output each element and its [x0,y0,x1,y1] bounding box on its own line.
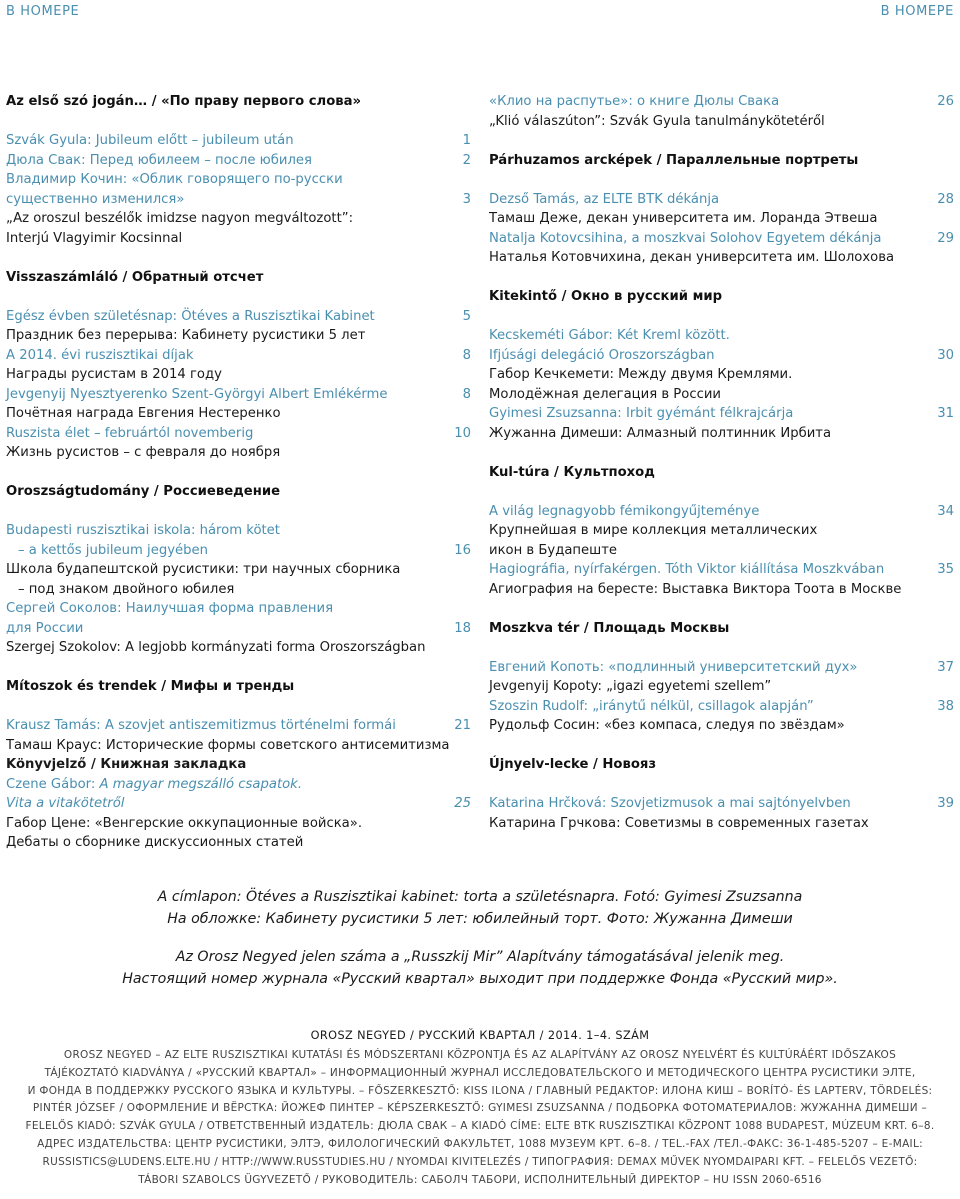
page-number: 18 [454,620,471,636]
page-number: 1 [462,133,471,148]
toc-entry [489,112,954,132]
toc-entry [489,794,954,814]
toc-entry [6,209,471,229]
imprint-line: TÁJÉKOZTATÓ KIADVÁNYA / «РУССКИЙ КВАРТАЛ» – ИНФОРМАЦИОННЫЙ ЖУРНАЛ ИССЛЕДОВАТЕЛЬСКОГО И МЕТОДИЧЕСКОГО ЦЕНТРА РУСИСТИКИ ЭЛТЕ, [44,1066,916,1079]
toc-entry [6,541,471,561]
toc-entry [489,209,954,229]
page-number: 28 [937,191,954,207]
toc-entry-text: Молодёжная делегация в России [489,386,721,402]
toc-entry-text: Dezső Tamás, az ELTE BTK dékánja [489,191,720,207]
section-heading-text: Oroszságtudomány / Россиеведение [6,484,281,499]
section-heading-text: Moszkva tér / Площадь Москвы [489,620,730,636]
toc-entry [489,521,954,541]
toc-entry-text: Агиография на бересте: Выставка Виктора Тоота в Москве [489,581,902,597]
toc-left-column [6,92,471,853]
imprint-line: TÁBORI SZABOLCS ÜGYVEZETŐ / РУКОВОДИТЕЛЬ: САБОЛЧ ТАБОРИ, ИСПОЛНИТЕЛЬНЫЙ ДИРЕКТОР – HU ISSN 2060-6516 [138,1173,822,1186]
toc-entry [6,307,471,327]
support-note [0,946,960,990]
section-heading [6,677,471,697]
page-number: 3 [462,191,471,207]
toc-entry-text: Владимир Кочин: «Облик говорящего по-русски [6,172,343,187]
toc-entry-text: Габор Кечкемети: Между двумя Кремлями. [489,367,793,382]
toc-entry [489,326,954,346]
cover-caption [0,886,960,930]
page-number: 30 [937,347,954,363]
page-number: 39 [937,796,954,811]
toc-entry-text: – a kettős jubileum jegyében [18,542,208,558]
toc-entry [6,131,471,151]
imprint [0,1047,960,1189]
toc-entry-text: Natalja Kotovcsihina, a moszkvai Solohov Egyetem dékánja [489,230,882,246]
imprint-line: FELELŐS KIADÓ: SZVÁK GYULA / ОТВЕТСТВЕННЫЙ ИЗДАТЕЛЬ: ДЮЛА СВАК – A KIADÓ CÍME: ELTE BTK RUSZISZTIKAI KÖZPONT 1088 BUDAPEST, MÚZEUM KRT. 6–8. [25,1120,935,1133]
toc-entry [6,560,471,580]
toc-entry [6,814,471,834]
toc-entry-text: Тамаш Деже, декан университета им. Лоранда Этвеша [489,211,878,226]
section-heading [6,755,471,775]
toc-entry-text: Дюла Свак: Перед юбилеем – после юбилея [6,152,312,168]
toc-entry [489,697,954,717]
toc-entry-text: Катарина Грчкова: Советизмы в современных газетах [489,815,869,831]
toc-entry-text: Евгений Копоть: «подлинный университетский дух» [489,659,858,675]
page-number: 31 [937,406,954,421]
toc-entry-text: Egész évben születésnap: Ötéves a Ruszisztikai Kabinet [6,308,375,324]
toc-entry [6,385,471,405]
section-heading [6,482,471,502]
section-heading [489,151,954,171]
toc-entry-text: Katarina Hrčková: Szovjetizmusok a mai sajtónyelvben [489,796,851,811]
toc-entry [6,326,471,346]
page-number: 34 [937,503,954,519]
toc-entry [489,716,954,736]
toc-entry-text: Interjú Vlagyimir Kocsinnal [6,230,183,246]
toc-entry [6,404,471,424]
page-number: 38 [937,698,954,714]
toc-entry-text: Ruszista élet – februártól novemberig [6,425,254,441]
section-heading [489,287,954,307]
toc-entry [489,385,954,405]
toc-entry-text: – под знаком двойного юбилея [18,581,235,597]
support-note-ru: Настоящий номер журнала «Русский квартал» выходит при поддержке Фонда «Русский мир». [122,971,838,987]
toc-entry [489,92,954,112]
toc-entry-text: Vita a vitakötetről [6,796,125,811]
page-number: 29 [937,230,954,246]
toc-right-column [489,92,954,833]
toc-entry-text: Szoszin Rudolf: „iránytű nélkül, csillagok alapján” [489,698,814,714]
toc-entry-text: Тамаш Краус: Исторические формы советского антисемитизма [6,737,450,753]
toc-entry-text: Szergej Szokolov: A legjobb kormányzati forma Oroszországban [6,640,426,655]
toc-entry [6,229,471,249]
toc-entry [489,346,954,366]
section-heading-text: Párhuzamos arcképek / Параллельные портреты [489,152,859,168]
toc-entry [6,775,471,795]
toc-entry-text: Почётная награда Евгения Нестеренко [6,406,281,421]
toc-entry [489,190,954,210]
toc-entry [6,716,471,736]
header-right: В НОМЕРЕ [880,4,954,19]
toc-entry-title: A magyar megszálló csapatok. [99,776,303,792]
toc-entry [489,658,954,678]
toc-entry-text: „Klió válaszúton”: Szvák Gyula tanulmánykötetéről [489,113,825,129]
toc-entry-text: существенно изменился» [6,191,185,207]
toc-entry-text: Жизнь русистов – с февраля до ноября [6,445,281,460]
section-heading [489,463,954,483]
section-heading-text: Az első szó jogán… / «По праву первого слова» [6,94,362,109]
toc-entry [6,521,471,541]
toc-entry-text: Kecskeméti Gábor: Két Kreml között. [489,328,730,343]
toc-entry-text: Szvák Gyula: Jubileum előtt – jubileum után [6,133,294,148]
page-number: 37 [937,659,954,675]
toc-entry [489,424,954,444]
page-number: 8 [462,386,471,402]
toc-entry-text: „Az oroszul beszélők imidzse nagyon megváltozott”: [6,211,354,226]
toc-entry [489,541,954,561]
toc-entry [6,599,471,619]
toc-entry-text: Награды русистам в 2014 году [6,367,222,382]
toc-entry [6,736,471,756]
toc-entry [489,677,954,697]
toc-entry-text: Gyimesi Zsuzsanna: Irbit gyémánt félkrajcárja [489,406,794,421]
toc-entry [489,365,954,385]
toc-entry [6,151,471,171]
toc-entry [6,365,471,385]
toc-entry [489,560,954,580]
toc-entry-text: Сергей Соколов: Наилучшая форма правления [6,601,334,616]
toc-entry-text: Дебаты о сборнике дискуссионных статей [6,835,304,850]
toc-entry [489,814,954,834]
imprint-line: И ФОНДА В ПОДДЕРЖКУ РУССКОГО ЯЗЫКА И КУЛЬТУРЫ. – FŐSZERKESZTŐ: KISS ILONA / ГЛАВНЫЙ РЕДАКТОР: ИЛОНА КИШ – BORÍTÓ- ÉS LAPTERV, TÖRDELÉS: [27,1084,933,1097]
toc-entry [489,404,954,424]
toc-entry [6,619,471,639]
toc-entry-text: Ifjúsági delegáció Oroszországban [489,347,715,363]
toc-entry-text: Рудольф Сосин: «без компаса, следуя по звёздам» [489,718,845,733]
toc-entry [6,833,471,853]
section-heading [6,268,471,288]
page-number: 21 [454,718,471,733]
section-heading [489,755,954,775]
toc-entry-author: Czene Gábor: [6,776,96,792]
imprint-title: OROSZ NEGYED / РУССКИЙ КВАРТАЛ / 2014. 1–4. SZÁM [310,1029,650,1042]
toc-entry-text: Наталья Котовчихина, декан университета им. Шолохова [489,250,895,265]
cover-caption-hu: A címlapon: Ötéves a Ruszisztikai kabinet: torta a születésnapra. Fotó: Gyimesi Zsuzsanna [157,889,803,905]
header-left: В НОМЕРЕ [6,4,80,19]
toc-entry [6,170,471,190]
toc-entry-text: Габор Цене: «Венгерские оккупационные войска». [6,815,363,831]
section-heading [6,92,471,112]
toc-entry-text: Школа будапештской русистики: три научных сборника [6,562,401,577]
section-heading-text: Mítoszok és trendek / Мифы и тренды [6,679,295,694]
page-number: 26 [937,94,954,109]
imprint-line: АДРЕС ИЗДАТЕЛЬСТВА: ЦЕНТР РУСИСТИКИ, ЭЛТЭ, ФИЛОЛОГИЧЕСКИЙ ФАКУЛЬТЕТ, 1088 МУЗЕУМ КРТ. 6–8. / TEL.-FAX /ТЕЛ.-ФАКС: 36-1-485-5207 – E-MAIL: [37,1137,923,1150]
support-note-hu: Az Orosz Negyed jelen száma a „Russzkij Mir” Alapítvány támogatásával jelenik meg. [175,949,785,965]
toc-entry [489,580,954,600]
toc-entry-text: икон в Будапеште [489,542,618,558]
toc-entry [6,580,471,600]
toc-entry [489,248,954,268]
imprint-line: RUSSISTICS@LUDENS.ELTE.HU / HTTP://WWW.RUSSTUDIES.HU / NYOMDAI KIVITELEZÉS / ТИПОГРАФИЯ: DEMAX MŰVEK NYOMDAIPARI KFT. – FELELŐS VEZETŐ: [42,1155,918,1168]
toc-entry [6,190,471,210]
toc-entry-text: Jevgenyij Nyesztyerenko Szent-Györgyi Albert Emlékérme [6,386,388,402]
toc-entry [6,424,471,444]
toc-entry [6,638,471,658]
toc-entry-text: A 2014. évi ruszisztikai díjak [6,347,194,363]
toc-entry-text: Жужанна Димеши: Алмазный полтинник Ирбита [489,425,832,441]
toc-entry-text: Праздник без перерыва: Кабинету русистики 5 лет [6,328,366,343]
toc-entry-text: для России [6,620,84,636]
toc-entry-text: Hagiográfia, nyírfakérgen. Tóth Viktor kiállítása Moszkvában [489,562,885,577]
toc-entry-text: A világ legnagyobb fémikongyűjteménye [489,503,760,519]
section-heading-text: Visszaszámláló / Обратный отсчет [6,269,264,285]
page-number: 10 [454,425,471,441]
toc-entry-text: «Клио на распутье»: о книге Дюлы Свака [489,94,780,109]
page-number: 8 [462,347,471,363]
section-heading-text: Újnyelv-lecke / Новояз [489,757,657,772]
toc-entry-text: Krausz Tamás: A szovjet antiszemitizmus történelmi formái [6,718,396,733]
toc-entry [6,794,471,814]
toc-entry-text: Крупнейшая в мире коллекция металлических [489,523,818,538]
toc-entry [6,443,471,463]
toc-entry [6,346,471,366]
toc-entry-text: Jevgenyij Kopoty: „igazi egyetemi szellem” [489,679,772,694]
imprint-line: PINTÉR JÓZSEF / ОФОРМЛЕНИЕ И ВЁРСТКА: ЙОЖЕФ ПИНТЕР – KÉPSZERKESZTŐ: GYIMESI ZSUZSANNA / ПОДБОРКА ФОТОМАТЕРИАЛОВ: ЖУЖАННА ДИМЕШИ – [32,1102,928,1115]
cover-caption-ru: На обложке: Кабинету русистики 5 лет: юбилейный торт. Фото: Жужанна Димеши [167,911,793,927]
section-heading-text: Kul-túra / Культпоход [489,464,655,480]
toc-entry-text: Budapesti ruszisztikai iskola: három kötet [6,523,280,538]
page-number: 25 [454,796,471,811]
imprint-line: OROSZ NEGYED – AZ ELTE RUSZISZTIKAI KUTATÁSI ÉS MÓDSZERTANI KÖZPONTJA ÉS AZ ALAPÍTVÁNY AZ OROSZ NYELVÉRT ÉS KULTÚRÁÉRT IDŐSZAKOS [63,1049,897,1061]
section-heading [489,619,954,639]
toc-entry [489,229,954,249]
page-number: 2 [462,152,471,168]
page-number: 35 [937,562,954,577]
page-number: 5 [462,308,471,324]
section-heading-text: Kitekintő / Окно в русский мир [489,289,723,304]
page-number: 16 [454,542,471,558]
toc-entry [489,502,954,522]
section-heading-text: Könyvjelző / Книжная закладка [6,757,247,772]
